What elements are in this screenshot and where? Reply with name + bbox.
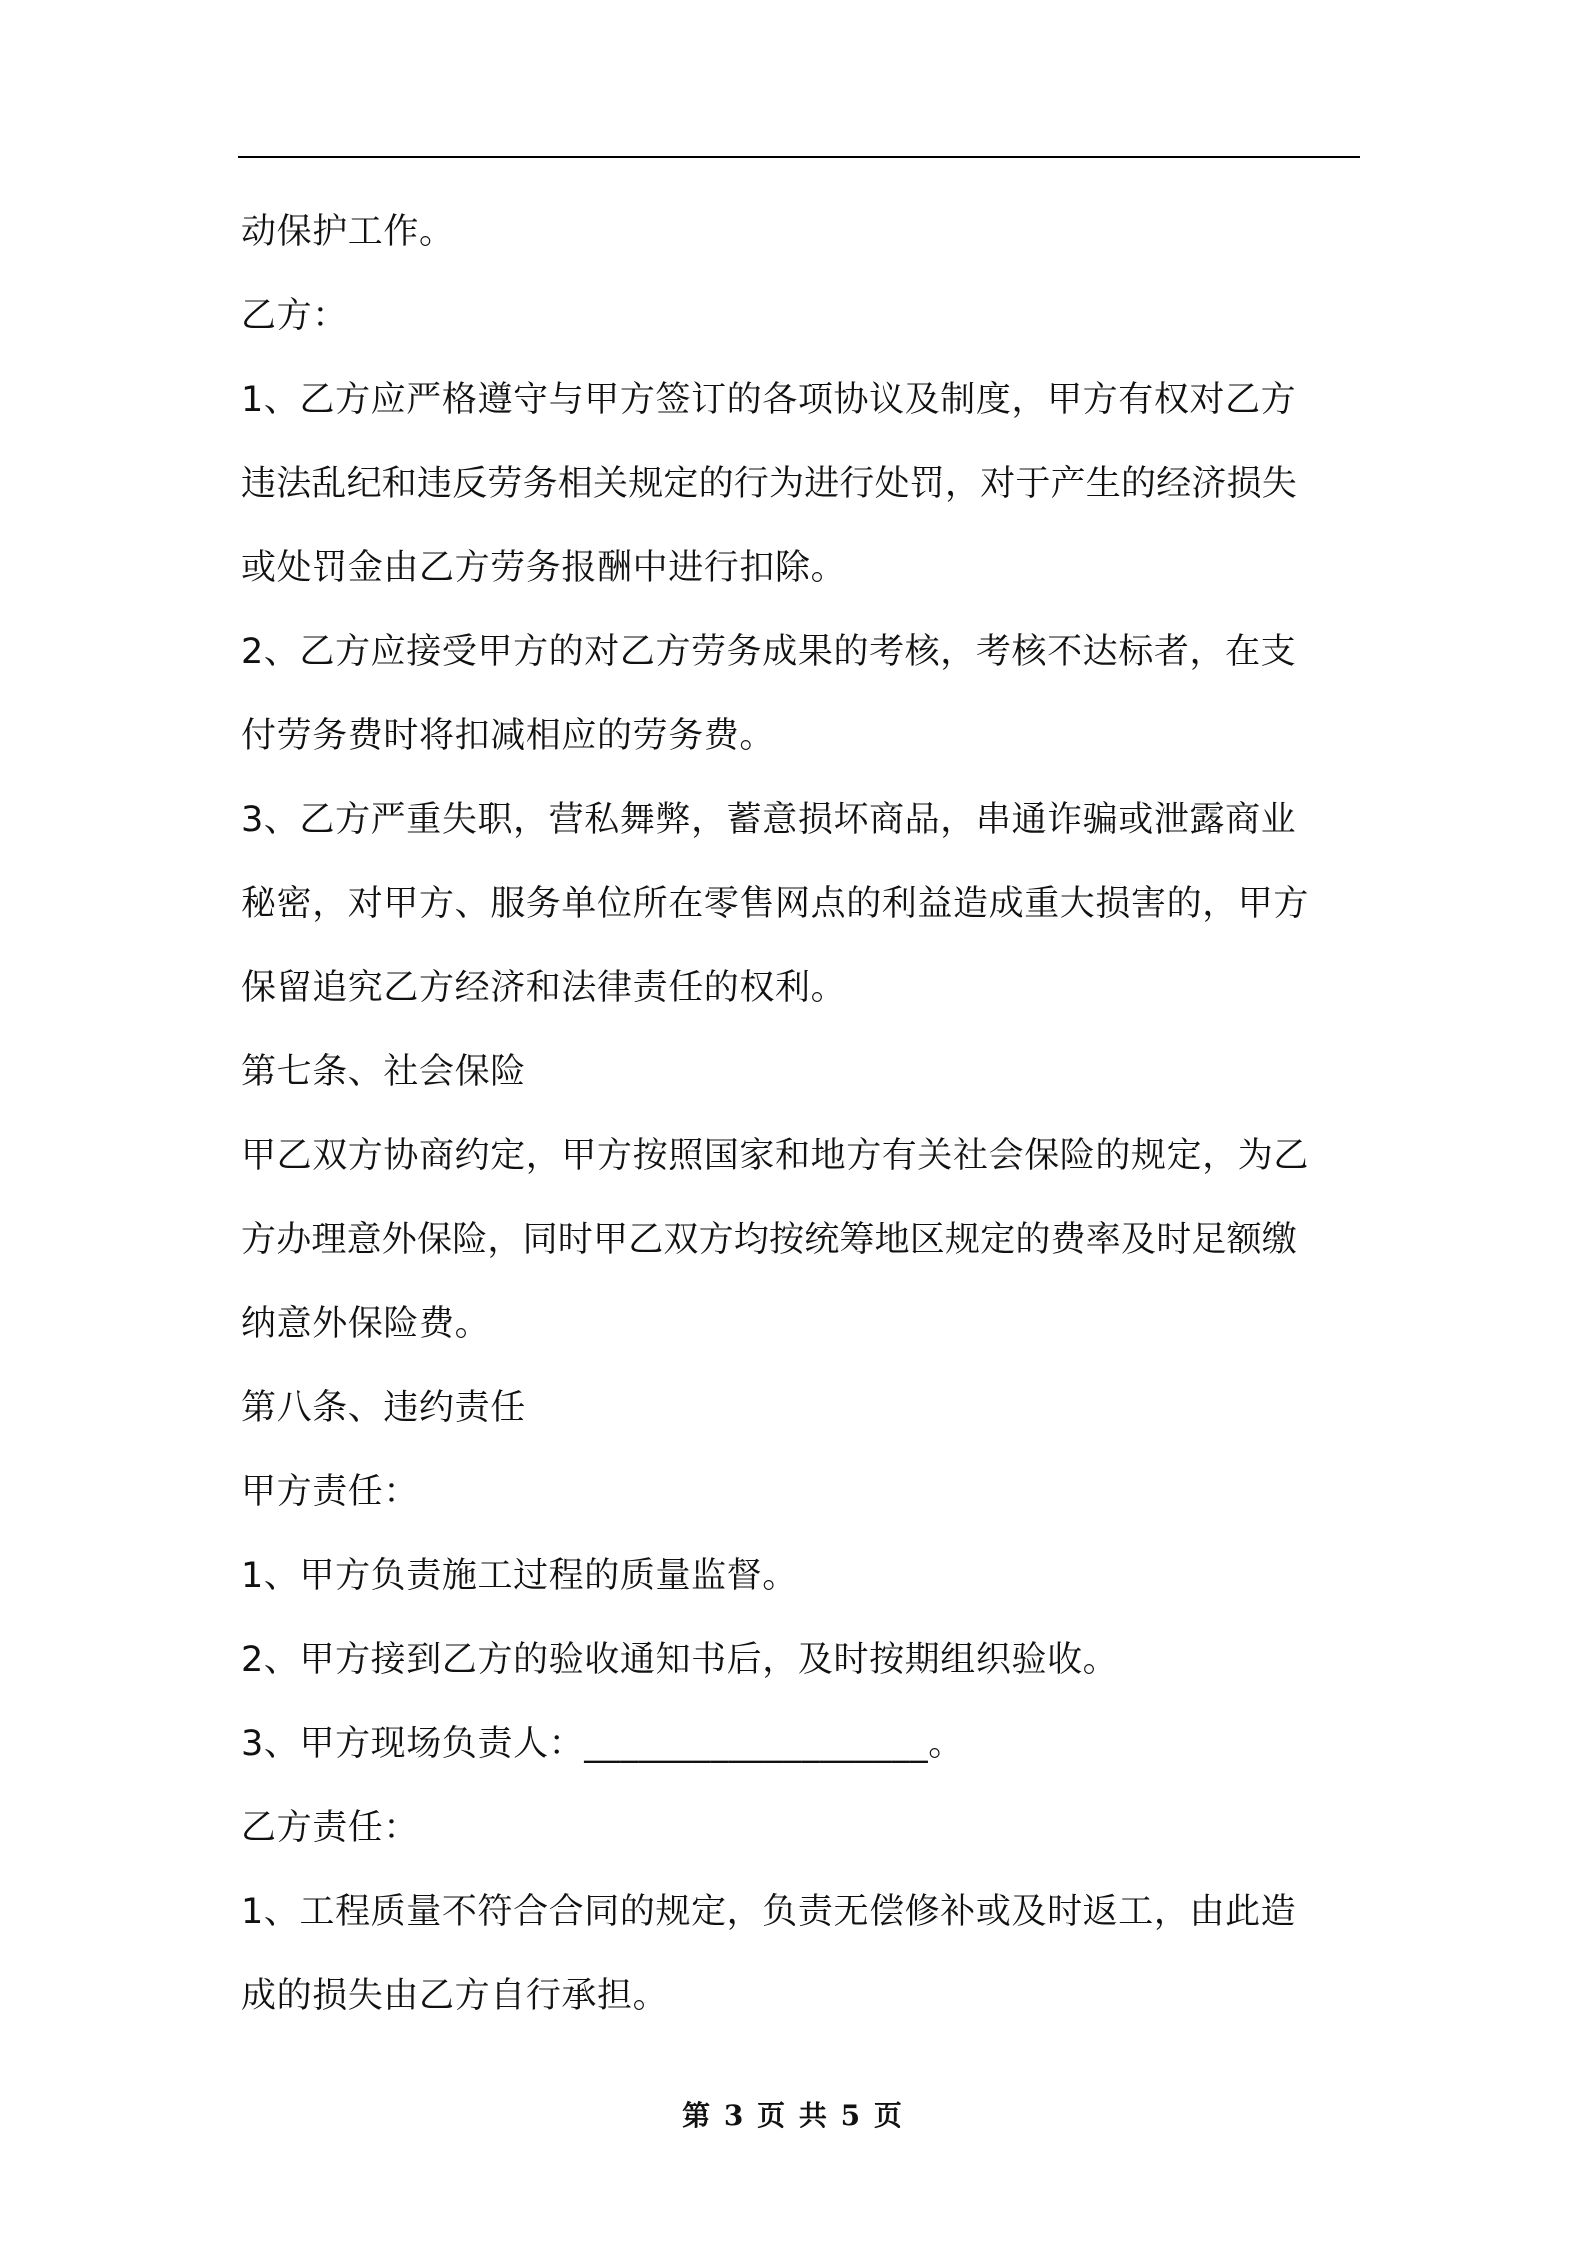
party-b-clause-2-line-1: 2、乙方应接受甲方的对乙方劳务成果的考核，考核不达标者，在支 (241, 632, 1297, 672)
document-body (241, 190, 1361, 2038)
party-b-duty-1-line-2: 成的损失由乙方自行承担。 (241, 1976, 669, 2016)
party-b-clause-1-line-1: 1、乙方应严格遵守与甲方签订的各项协议及制度，甲方有权对乙方 (241, 380, 1297, 420)
party-b-heading: 乙方： (241, 296, 348, 336)
party-b-clause-3-line-3: 保留追究乙方经济和法律责任的权利。 (241, 968, 847, 1008)
party-a-duties-heading: 甲方责任： (241, 1472, 420, 1512)
party-b-clause-1-line-3: 或处罚金由乙方劳务报酬中进行扣除。 (241, 548, 847, 588)
party-b-clause-1-line-2: 违法乱纪和违反劳务相关规定的行为进行处罚，对于产生的经济损失 (241, 464, 1298, 504)
site-manager-blank: ___________________ (584, 1724, 929, 1764)
party-b-clause-3-line-1: 3、乙方严重失职，营私舞弊，蓄意损坏商品，串通诈骗或泄露商业 (241, 800, 1297, 840)
body-line-continuation: 动保护工作。 (241, 212, 455, 252)
party-b-duties-heading: 乙方责任： (241, 1808, 420, 1848)
header-rule (238, 156, 1360, 158)
party-b-clause-3-line-2: 秘密，对甲方、服务单位所在零售网点的利益造成重大损害的，甲方 (241, 884, 1310, 924)
party-b-duty-1-line-1: 1、工程质量不符合合同的规定，负责无偿修补或及时返工，由此造 (241, 1892, 1297, 1932)
party-a-duty-3-end: 。 (928, 1724, 964, 1764)
party-a-duty-3-label: 3、甲方现场负责人： (241, 1724, 585, 1764)
party-b-clause-2-line-2: 付劳务费时将扣减相应的劳务费。 (241, 716, 776, 756)
article-7-heading: 第七条、社会保险 (241, 1052, 526, 1092)
article-8-heading: 第八条、违约责任 (241, 1388, 526, 1428)
article-7-line-3: 纳意外保险费。 (241, 1304, 491, 1344)
page-number-footer: 第 3 页 共 5 页 (682, 2099, 904, 2132)
article-7-line-1: 甲乙双方协商约定，甲方按照国家和地方有关社会保险的规定，为乙 (241, 1136, 1310, 1176)
party-a-duty-2: 2、甲方接到乙方的验收通知书后，及时按期组织验收。 (241, 1640, 1119, 1680)
party-a-duty-3 (241, 1702, 1361, 1786)
party-a-duty-1: 1、甲方负责施工过程的质量监督。 (241, 1556, 798, 1596)
article-7-line-2: 方办理意外保险，同时甲乙双方均按统筹地区规定的费率及时足额缴 (241, 1220, 1298, 1260)
